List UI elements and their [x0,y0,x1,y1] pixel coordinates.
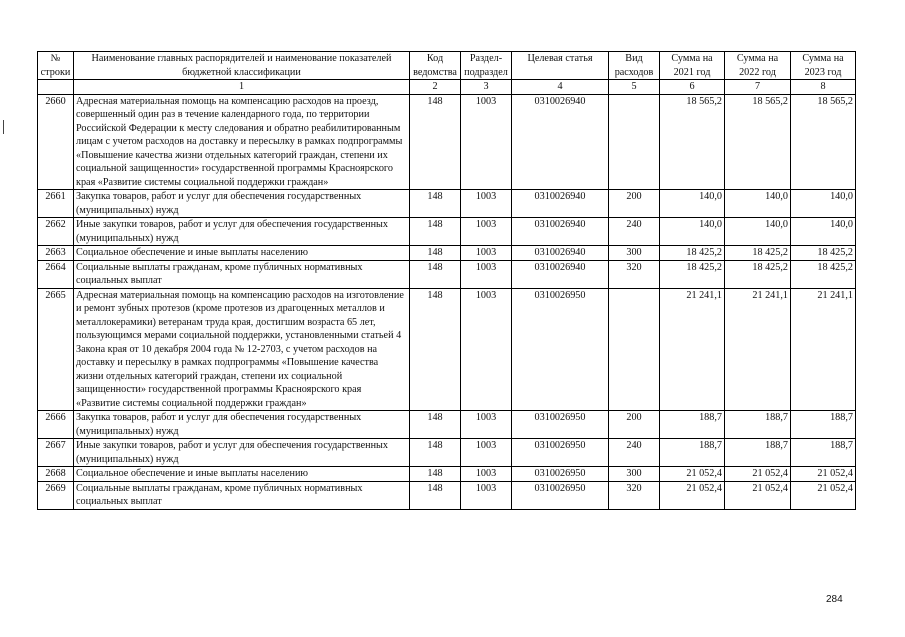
column-number: 5 [609,80,660,95]
column-number-row [38,80,856,95]
row-target-article: 0310026940 [512,218,609,246]
row-target-article: 0310026950 [512,288,609,411]
column-number: 2 [410,80,461,95]
row-ved: 148 [410,218,461,246]
column-number: 1 [74,80,410,95]
row-razdel: 1003 [461,288,512,411]
row-sum-2021: 18 425,2 [660,246,725,261]
row-number: 2664 [38,260,74,288]
row-razdel: 1003 [461,190,512,218]
table-row [38,260,856,288]
column-number: 3 [461,80,512,95]
header-razdel: Раздел-подраздел [461,52,512,80]
row-number: 2661 [38,190,74,218]
column-number: 8 [791,80,856,95]
header-row [38,52,856,80]
row-sum-2022: 21 052,4 [725,481,791,509]
row-ved: 148 [410,439,461,467]
row-name: Иные закупки товаров, работ и услуг для обеспечения государственных (муниципальных) нужд [74,218,410,246]
budget-table [37,51,856,510]
table-row [38,288,856,411]
row-name: Закупка товаров, работ и услуг для обеспечения государственных (муниципальных) нужд [74,411,410,439]
row-sum-2023: 18 565,2 [791,94,856,190]
row-ved: 148 [410,260,461,288]
row-expense-type [609,288,660,411]
row-sum-2022: 140,0 [725,190,791,218]
row-sum-2021: 18 565,2 [660,94,725,190]
table-row [38,467,856,482]
row-name: Социальное обеспечение и иные выплаты населению [74,246,410,261]
row-ved: 148 [410,94,461,190]
row-sum-2021: 21 241,1 [660,288,725,411]
row-ved: 148 [410,411,461,439]
row-sum-2023: 140,0 [791,190,856,218]
row-ved: 148 [410,246,461,261]
header-name: Наименование главных распорядителей и наименование показателей бюджетной классификации [74,52,410,80]
row-number: 2660 [38,94,74,190]
row-sum-2022: 18 425,2 [725,246,791,261]
column-number [38,80,74,95]
row-sum-2023: 21 052,4 [791,467,856,482]
row-name: Адресная материальная помощь на компенсацию расходов на изготовление и ремонт зубных протезов (кроме протезов из драгоценных металлов и металлокерамики) ветеранам труда края, достигшим возраста 65 лет, пользующимся мерами социальной поддержки, установленными статьей 4 Закона края от 10 декабря 2004 года № 12-2703, с учетом расходов на доставку и пересылку в рамках подпрограммы «Повышение качества жизни отдельных категорий граждан, степени их социальной защищенности» государственной программы Красноярского края «Развитие системы социальной поддержки граждан» [74,288,410,411]
row-expense-type: 320 [609,481,660,509]
row-sum-2021: 140,0 [660,190,725,218]
header-sum-2021: Сумма на 2021 год [660,52,725,80]
row-razdel: 1003 [461,411,512,439]
row-razdel: 1003 [461,481,512,509]
row-sum-2021: 188,7 [660,411,725,439]
row-expense-type: 300 [609,246,660,261]
row-expense-type [609,94,660,190]
table-row [38,246,856,261]
row-name: Социальное обеспечение и иные выплаты населению [74,467,410,482]
row-sum-2023: 18 425,2 [791,260,856,288]
row-ved: 148 [410,467,461,482]
table-row [38,439,856,467]
row-number: 2669 [38,481,74,509]
header-sum-2022: Сумма на 2022 год [725,52,791,80]
row-number: 2666 [38,411,74,439]
row-expense-type: 300 [609,467,660,482]
row-sum-2023: 21 052,4 [791,481,856,509]
row-expense-type: 240 [609,218,660,246]
row-sum-2022: 21 241,1 [725,288,791,411]
row-sum-2022: 18 425,2 [725,260,791,288]
row-name: Иные закупки товаров, работ и услуг для обеспечения государственных (муниципальных) нужд [74,439,410,467]
table-row [38,481,856,509]
row-sum-2023: 21 241,1 [791,288,856,411]
row-expense-type: 240 [609,439,660,467]
row-razdel: 1003 [461,94,512,190]
row-sum-2023: 188,7 [791,439,856,467]
row-sum-2022: 188,7 [725,411,791,439]
row-razdel: 1003 [461,467,512,482]
row-target-article: 0310026940 [512,260,609,288]
row-target-article: 0310026940 [512,190,609,218]
row-name: Адресная материальная помощь на компенсацию расходов на проезд, совершенный один раз в течение календарного года, по территории Российской Федерации к месту следования и обратно реабилитированным лицам с учетом расходов на доставку и пересылку в рамках подпрограммы «Повышение качества жизни отдельных категорий граждан, степени их социальной защищенности» государственной программы Красноярского края «Развитие системы социальной поддержки граждан» [74,94,410,190]
row-sum-2021: 140,0 [660,218,725,246]
page-number: 284 [826,594,843,605]
row-expense-type: 200 [609,411,660,439]
table-row [38,218,856,246]
row-sum-2023: 18 425,2 [791,246,856,261]
table-row [38,411,856,439]
row-ved: 148 [410,481,461,509]
header-expense-type: Вид расходов [609,52,660,80]
row-razdel: 1003 [461,260,512,288]
row-target-article: 0310026950 [512,411,609,439]
row-razdel: 1003 [461,439,512,467]
row-sum-2021: 18 425,2 [660,260,725,288]
row-sum-2022: 18 565,2 [725,94,791,190]
row-expense-type: 320 [609,260,660,288]
row-sum-2022: 21 052,4 [725,467,791,482]
margin-mark [3,120,4,134]
column-number: 6 [660,80,725,95]
row-target-article: 0310026950 [512,467,609,482]
row-ved: 148 [410,288,461,411]
column-number: 4 [512,80,609,95]
row-target-article: 0310026940 [512,246,609,261]
table-row [38,190,856,218]
header-sum-2023: Сумма на 2023 год [791,52,856,80]
row-sum-2021: 21 052,4 [660,481,725,509]
row-number: 2663 [38,246,74,261]
row-sum-2023: 188,7 [791,411,856,439]
row-name: Социальные выплаты гражданам, кроме публичных нормативных социальных выплат [74,481,410,509]
row-name: Социальные выплаты гражданам, кроме публичных нормативных социальных выплат [74,260,410,288]
row-number: 2662 [38,218,74,246]
header-target-article: Целевая статья [512,52,609,80]
row-razdel: 1003 [461,218,512,246]
row-number: 2667 [38,439,74,467]
row-name: Закупка товаров, работ и услуг для обеспечения государственных (муниципальных) нужд [74,190,410,218]
row-target-article: 0310026950 [512,439,609,467]
row-razdel: 1003 [461,246,512,261]
row-sum-2021: 21 052,4 [660,467,725,482]
header-ved: Код ведомства [410,52,461,80]
row-sum-2021: 188,7 [660,439,725,467]
row-target-article: 0310026940 [512,94,609,190]
row-number: 2665 [38,288,74,411]
row-sum-2023: 140,0 [791,218,856,246]
row-sum-2022: 188,7 [725,439,791,467]
row-expense-type: 200 [609,190,660,218]
column-number: 7 [725,80,791,95]
table-row [38,94,856,190]
row-target-article: 0310026950 [512,481,609,509]
row-number: 2668 [38,467,74,482]
row-sum-2022: 140,0 [725,218,791,246]
header-row-number: № строки [38,52,74,80]
row-ved: 148 [410,190,461,218]
